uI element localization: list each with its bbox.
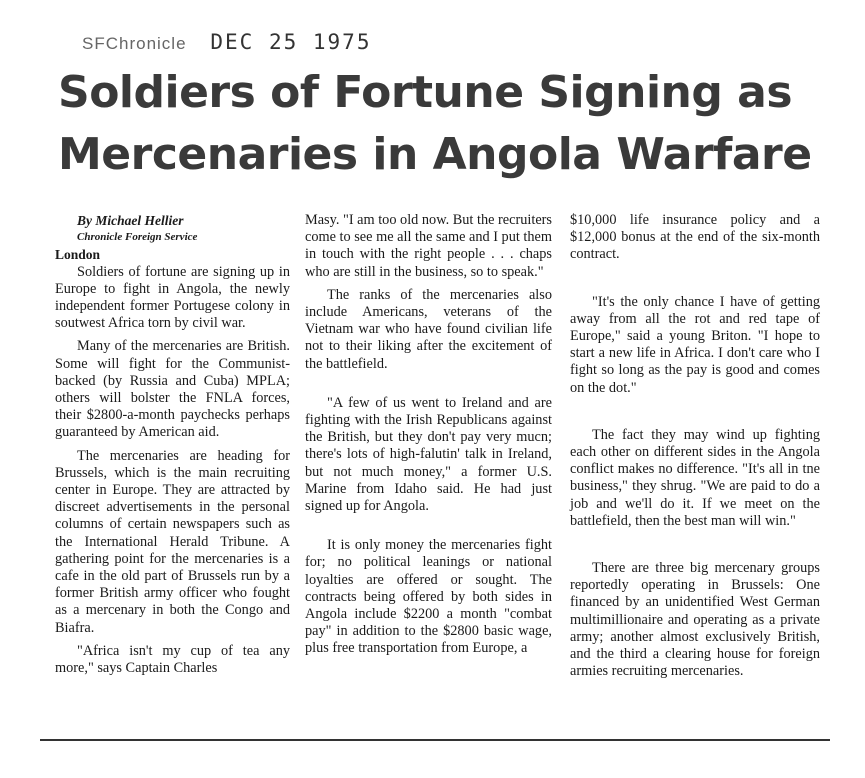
paragraph: Masy. "I am too old now. But the recruiters come to see me all the same and I put them in touch with the right people . . . chaps who are still in the business, so to speak." [305, 212, 552, 280]
publication-stamp: SFChronicle [82, 34, 187, 53]
headline-line-1: Soldiers of Fortune Signing as [58, 67, 793, 118]
paragraph: There are three big mercenary groups reportedly operating in Brussels: One financed by an unidentified West German multimillionaire and operating as a private army; another almost exclusively British, and the third a clearing house for foreign armies recruiting mercenaries. [570, 560, 820, 680]
paragraph: $10,000 life insurance policy and a $12,000 bonus at the end of the six-month contract. [570, 212, 820, 263]
dateline: London [55, 247, 101, 263]
paragraph: "A few of us went to Ireland and are fighting with the Irish Republicans against the British, but they don't pay very mucn; there's lots of high-falutin' talk in Ireland, but not much money," a former U.S. Marine from Idaho said. He had just signed up for Angola. [305, 394, 552, 515]
headline-line-2: Mercenaries in Angola Warfare [58, 129, 812, 180]
paragraph: "Africa isn't my cup of tea any more," says Captain Charles [55, 642, 290, 677]
clipping-stamp [82, 30, 371, 54]
byline-author: By Michael Hellier [77, 213, 184, 228]
paragraph: "It's the only chance I have of getting away from all the rot and red tape of Europe," said a young Briton. "I hope to start a new life in Africa. I don't care who I fight so long as the pay is good and comes on the dot." [570, 293, 820, 396]
article-column-3 [570, 212, 820, 680]
paragraph: It is only money the mercenaries fight for; no political leanings or national loyalties are offered or sought. The contracts being offered by both sides in Angola include $2200 a month "combat pay" in addition to the $2800 basic wage, plus free transportation from Europe, a [305, 537, 552, 657]
paragraph: The fact they may wind up fighting each other on different sides in the Angola conflict makes no difference. "It's all in tne business," they shrug. "We are paid to do a job and we'll do it. If we meet on the battlefield, then the best man will win." [570, 426, 820, 529]
bottom-rule [40, 739, 830, 741]
article-column-1 [55, 212, 290, 677]
paragraph: Many of the mercenaries are British. Some will fight for the Communist-backed (by Russia and Cuba) MPLA; others will bolster the FNLA forces, their $2800-a-month paychecks perhaps guaranteed by American aid. [55, 338, 290, 441]
article-column-2 [305, 212, 552, 658]
byline-service: Chronicle Foreign Service [77, 231, 198, 244]
paragraph: The mercenaries are heading for Brussels, which is the main recruiting center in Europe. They are attracted by discreet advertisements in the personal columns of certain newspapers such as the International Herald Tribune. A gathering point for the mercenaries is a cafe in the old part of Brussels run by a former British army officer who fought as a mercenary in both the Congo and Biafra. [55, 447, 290, 636]
headline [58, 62, 848, 186]
date-stamp: DEC 25 1975 [210, 30, 372, 54]
paragraph: Soldiers of fortune are signing up in Europe to fight in Angola, the newly independent former Portugese colony in soutwest Africa torn by civil war. [55, 263, 290, 332]
paragraph: The ranks of the mercenaries also include Americans, veterans of the Vietnam war who have found civilian life not to their liking after the excitement of the battlefield. [305, 286, 552, 372]
